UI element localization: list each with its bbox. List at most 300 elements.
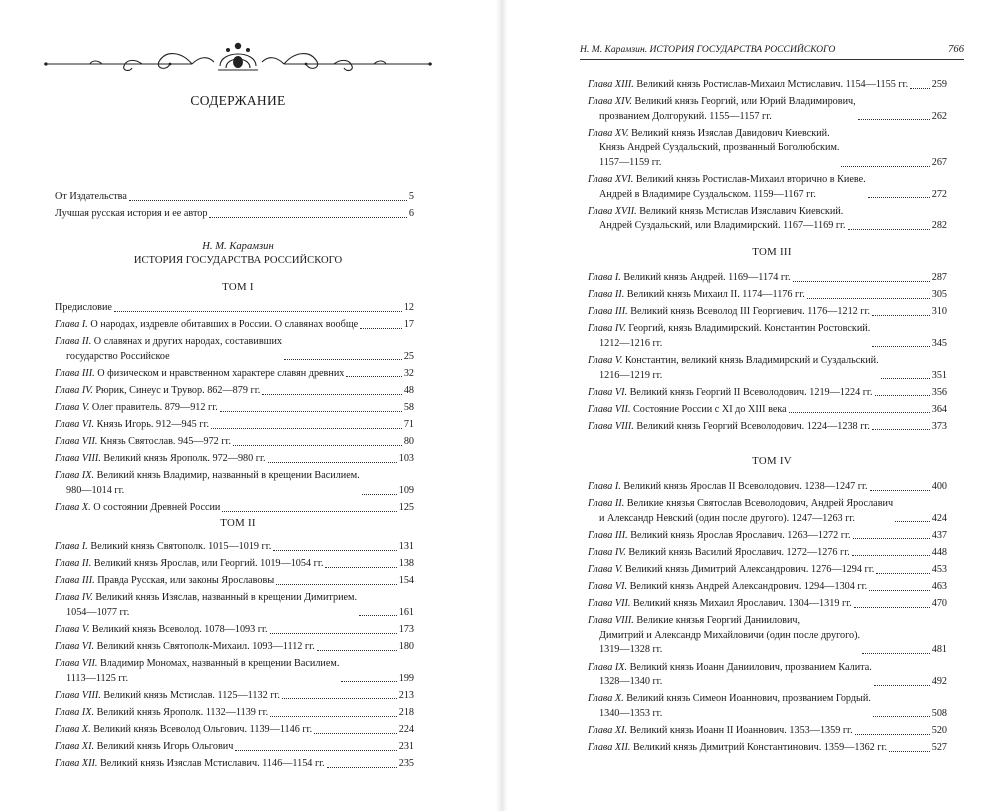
tom2-title: ТОМ II [220, 517, 256, 529]
chapter-label: Глава V. [55, 623, 90, 635]
dot-leader [854, 607, 930, 608]
dot-leader [872, 346, 929, 347]
chapter-title-line: Великий князь Всеволод III Георгиевич. 1176—1212 гг. [630, 306, 871, 318]
dot-leader [284, 359, 402, 360]
dot-leader [807, 298, 930, 299]
chapter-title-line: 1216—1219 гг. [599, 369, 663, 381]
entry-text [588, 322, 870, 351]
toc-entry [588, 403, 947, 418]
entry-text [588, 741, 887, 756]
page-ref: 199 [398, 672, 414, 684]
toc-entry [588, 271, 947, 286]
chapter-title-line: О славянах и других народах, составивших [93, 336, 283, 348]
toc-entry [55, 384, 414, 399]
chapter-label: Глава VII. [588, 403, 631, 415]
chapter-label: Глава IX. [55, 470, 95, 482]
toc-entry [588, 580, 947, 595]
page-ref: 17 [403, 319, 414, 331]
chapter-title-line: Андрей в Владимире Суздальском. 1159—1167 гг. [599, 188, 816, 200]
chapter-title-line: Великий князь Иоанн II Иоаннович. 1353—1359 гг. [629, 724, 853, 736]
chapter-label: Глава II. [588, 289, 625, 301]
entry-title: От Издательства [55, 191, 127, 202]
chapter-title-line: Великий князь Изяслав Давидович Киевский. [631, 127, 830, 139]
dot-leader [359, 615, 397, 616]
entry-text [55, 401, 218, 416]
dot-leader [220, 411, 402, 412]
chapter-title-line: Великий князь Ярослав, или Георгий. 1019—1054 гг. [93, 558, 324, 570]
entry-text [588, 597, 852, 612]
entry-text [55, 689, 280, 704]
page-ref: 131 [398, 541, 414, 552]
dot-leader [360, 328, 402, 329]
page-ref: 463 [931, 581, 947, 593]
chapter-title-line: Андрей Суздальский, или Владимирский. 1167—1169 гг. [599, 220, 846, 232]
chapter-label: Глава II. [55, 336, 92, 348]
entry-text [588, 305, 870, 320]
dot-leader [327, 767, 397, 768]
toc-entry [55, 657, 414, 686]
entry-text [55, 706, 268, 721]
entry-text [55, 740, 233, 755]
entry-text [55, 452, 266, 467]
page-ref: 161 [398, 606, 414, 618]
page-number: 766 [948, 44, 964, 55]
page-ref: 231 [398, 741, 414, 753]
chapter-title-line: государство Российское [66, 350, 170, 362]
chapter-title-line: О народах, издревле обитавших в России. О славянах вообще [90, 319, 359, 331]
dot-leader [222, 511, 396, 512]
entry-text [588, 403, 787, 418]
chapter-label: Глава VI. [588, 581, 628, 593]
entry-text [55, 318, 358, 333]
chapter-label: Глава VI. [55, 641, 95, 653]
page-ref: 437 [931, 529, 947, 541]
chapter-label: Глава XV. [588, 127, 629, 139]
toc-entry [588, 724, 947, 739]
chapter-title-line: 1157—1159 гг. [599, 156, 662, 168]
page-ref: 48 [403, 384, 414, 396]
tom2-continued-list [588, 78, 947, 234]
entry-text [55, 640, 315, 655]
toc-entry [588, 322, 947, 351]
chapter-title-line: прозванием Долгорукий. 1155—1157 гг. [599, 110, 772, 122]
page-ref: 492 [931, 676, 947, 688]
toc-entry [588, 173, 947, 202]
chapter-title-line: Константин, великий князь Владимирский и Суздальский. [624, 354, 879, 366]
page-ref: 213 [398, 689, 414, 701]
entry-text [588, 420, 870, 435]
chapter-label: Глава VIII. [55, 689, 101, 701]
page-ref: 71 [403, 419, 414, 431]
chapter-label: Глава V. [55, 402, 90, 414]
toc-entry [55, 367, 414, 382]
chapter-title-line: Великий князь Изяслав, названный в крещении Димитрием. [95, 592, 358, 604]
chapter-title-line: Великий князь Владимир, названный в крещении Василием. [96, 470, 360, 482]
entry-text [588, 580, 867, 595]
page-ref: 351 [931, 369, 947, 381]
chapter-title-line: Князь Игорь. 912—945 гг. [96, 419, 210, 431]
chapter-label: Глава III. [55, 367, 95, 379]
chapter-label: Глава III. [588, 529, 628, 541]
entry-text [55, 501, 220, 516]
chapter-title-line: Великий князь Димитрий Александрович. 1276—1294 гг. [624, 563, 875, 575]
chapter-title-line: Великий князь Ростислав-Михаил вторично в Киеве. [635, 174, 866, 186]
dot-leader [233, 445, 402, 446]
ornament-headpiece-icon [42, 38, 434, 78]
dot-leader [268, 462, 397, 463]
toc-entry [55, 418, 414, 433]
author-block [42, 240, 434, 268]
entry-text [588, 724, 853, 739]
toc-entry [588, 529, 947, 544]
chapter-label: Глава II. [588, 498, 625, 510]
chapter-title-line: Князь Святослав. 945—972 гг. [100, 436, 232, 448]
dot-leader [862, 653, 930, 654]
chapter-title-line: Рюрик, Синеус и Трувор. 862—879 гг. [95, 384, 261, 396]
entry-text [55, 207, 207, 222]
entry-text [588, 563, 874, 578]
toc-entry [55, 301, 414, 316]
chapter-title-line: Состояние России с XI до XIII века [633, 403, 787, 415]
toc-entry [55, 591, 414, 620]
dot-leader [276, 584, 397, 585]
chapter-label: Глава IX. [55, 706, 95, 718]
dot-leader [317, 650, 397, 651]
chapter-label: Глава XI. [55, 741, 95, 753]
chapter-label: Глава V. [588, 563, 623, 575]
tom4-list [588, 480, 947, 756]
chapter-title-line: 1319—1328 гг. [599, 644, 663, 656]
toc-entry [55, 469, 414, 498]
page-ref: 138 [398, 558, 414, 570]
dot-leader [362, 494, 397, 495]
chapter-title-line: Великий князь Андрей Александрович. 1294—1304 гг. [629, 581, 868, 593]
entry-text [588, 497, 893, 526]
dot-leader [869, 590, 930, 591]
page-ref: 287 [931, 272, 947, 283]
page-ref: 32 [403, 367, 414, 379]
chapter-title-line: Великий князь Андрей. 1169—1174 гг. [623, 272, 791, 283]
toc-entry [588, 692, 947, 721]
front-matter-list [55, 190, 414, 222]
chapter-label: Глава VII. [55, 436, 98, 448]
chapter-title-line: Великий князь Георгий Всеволодович. 1224—1238 гг. [636, 420, 870, 432]
page-ref: 272 [931, 188, 947, 200]
chapter-title-line: Великий князь Михаил Ярославич. 1304—1319 гг. [633, 598, 852, 610]
entry-text [55, 418, 209, 433]
chapter-title-line: Олег правитель. 879—912 гг. [91, 402, 218, 414]
chapter-title-line: О физическом и нравственном характере славян древних [97, 367, 345, 379]
chapter-label: Глава VII. [588, 598, 631, 610]
entry-text [55, 557, 323, 572]
dot-leader [868, 197, 930, 198]
entry-text [55, 757, 325, 772]
dot-leader [209, 217, 406, 218]
page-ref: 12 [403, 302, 414, 313]
entry-text [588, 614, 860, 658]
dot-leader [872, 315, 930, 316]
entry-text [588, 288, 805, 303]
page-ref: 364 [931, 403, 947, 415]
dot-leader [282, 698, 397, 699]
page-ref: 125 [398, 502, 414, 514]
page-ref: 400 [931, 481, 947, 492]
toc-entry [588, 497, 947, 526]
chapter-title-line: Димитрий и Александр Михайловичи (один после другого). [599, 629, 861, 641]
chapter-title-line: Великий князь Ярополк. 1132—1139 гг. [96, 706, 269, 718]
dot-leader [841, 166, 929, 167]
toc-entry [588, 305, 947, 320]
chapter-title-line: Князь Андрей Суздальский, прозванный Боголюбским. [599, 142, 840, 154]
chapter-label: Глава VIII. [588, 420, 634, 432]
chapter-label: Глава I. [55, 319, 88, 331]
entry-text [55, 384, 260, 399]
chapter-title-line: Великий князь Святополк. 1015—1019 гг. [90, 541, 272, 552]
chapter-label: Глава IV. [55, 592, 93, 604]
toc-entry [588, 354, 947, 383]
dot-leader [848, 229, 930, 230]
page-ref: 218 [398, 706, 414, 718]
dot-leader [855, 734, 930, 735]
page-ref: 424 [931, 512, 947, 524]
work-title: ИСТОРИЯ ГОСУДАРСТВА РОССИЙСКОГО [133, 255, 343, 266]
toc-entry [588, 661, 947, 690]
page-ref: 310 [931, 306, 947, 318]
entry-text [55, 190, 127, 205]
dot-leader [793, 281, 930, 282]
page-ref: 6 [408, 208, 414, 220]
dot-leader [870, 490, 930, 491]
toc-entry [588, 288, 947, 303]
page-ref: 235 [398, 758, 414, 770]
chapter-label: Глава XVII. [588, 205, 637, 217]
toc-entry [55, 190, 414, 205]
chapter-title-line: Великий князь Мстислав. 1125—1132 гг. [103, 689, 280, 701]
toc-entry [588, 78, 947, 93]
tom3-list [588, 271, 947, 434]
tom4-title: ТОМ IV [752, 455, 792, 467]
dot-leader [853, 538, 930, 539]
chapter-label: Глава VIII. [588, 615, 634, 627]
page-ref: 80 [403, 436, 414, 448]
chapter-title-line: 1328—1340 гг. [599, 676, 663, 688]
entry-text [55, 335, 282, 364]
chapter-title-line: Великий князь Василий Ярославич. 1272—1276 гг. [628, 546, 850, 558]
dot-leader [852, 555, 930, 556]
chapter-label: Глава VIII. [55, 453, 101, 465]
toc-entry [55, 757, 414, 772]
running-head-title: Н. М. Карамзин. ИСТОРИЯ ГОСУДАРСТВА РОССИЙСКОГО [580, 44, 836, 55]
entry-text [588, 205, 846, 234]
page-ref: 345 [931, 337, 947, 349]
dot-leader [895, 521, 930, 522]
page-ref: 508 [931, 707, 947, 719]
toc-entry [55, 435, 414, 450]
chapter-label: Глава I. [588, 481, 621, 492]
dot-leader [881, 378, 930, 379]
entry-title: Лучшая русская история и ее автор [55, 208, 208, 220]
chapter-label: Глава V. [588, 354, 623, 366]
page-ref: 259 [931, 79, 947, 90]
entry-text [55, 435, 231, 450]
chapter-label: Глава III. [588, 306, 628, 318]
dot-leader [211, 428, 402, 429]
toc-entry [55, 318, 414, 333]
chapter-title-line: Великий князь Ярополк. 972—980 гг. [103, 453, 266, 465]
chapter-label: Глава IV. [588, 546, 626, 558]
entry-text [588, 546, 850, 561]
entry-text [55, 591, 357, 620]
dot-leader [262, 394, 402, 395]
toc-entry [588, 563, 947, 578]
entry-text [55, 367, 344, 382]
tom3-title: ТОМ III [752, 246, 792, 258]
running-head [580, 44, 964, 60]
dot-leader [875, 395, 930, 396]
toc-entry [588, 614, 947, 658]
chapter-label: Глава XI. [588, 724, 628, 736]
dot-leader [325, 567, 396, 568]
chapter-title-line: Великий князь Всеволод Ольгович. 1139—1146 гг. [93, 724, 313, 736]
page-ref: 356 [931, 386, 947, 398]
entry-text [588, 173, 866, 202]
entry-text [55, 301, 112, 316]
chapter-label: Глава XVI. [588, 174, 634, 186]
tom1-list [55, 301, 414, 516]
page-ref: 224 [398, 724, 414, 736]
entry-text [588, 127, 839, 171]
page-ref: 520 [931, 724, 947, 736]
page-ref: 180 [398, 641, 414, 653]
dot-leader [874, 685, 930, 686]
page-ref: 481 [931, 644, 947, 656]
dot-leader [273, 550, 396, 551]
chapter-title-line: Великий князь Всеволод. 1078—1093 гг. [91, 623, 268, 635]
chapter-title-line: Великий князь Ярослав Ярославич. 1263—1272 гг. [630, 529, 851, 541]
toc-entry [55, 557, 414, 572]
chapter-title-line: и Александр Невский (один после другого). 1247—1263 гг. [599, 512, 855, 524]
chapter-title-line: Великий князь Георгий II Всеволодович. 1219—1224 гг. [629, 386, 873, 398]
toc-entry [55, 335, 414, 364]
dot-leader [235, 750, 396, 751]
chapter-title-line: Великий князь Игорь Ольгович [96, 741, 234, 753]
chapter-label: Глава II. [55, 558, 92, 570]
entry-text [588, 661, 872, 690]
toc-entry [588, 127, 947, 171]
toc-title: СОДЕРЖАНИЕ [190, 93, 286, 108]
toc-entry [588, 741, 947, 756]
page-ref: 154 [398, 575, 414, 587]
chapter-title-line: 1054—1077 гг. [66, 606, 130, 618]
toc-entry [55, 623, 414, 638]
tom1-title: ТОМ I [222, 281, 254, 293]
chapter-title-line: 980—1014 гг. [66, 485, 125, 497]
page-ref: 267 [931, 156, 947, 168]
chapter-label: Глава IV. [588, 323, 626, 335]
toc-entry [588, 480, 947, 495]
chapter-title-line: 1212—1216 гг. [599, 337, 663, 349]
dot-leader [270, 633, 397, 634]
chapter-title-line: Великий князь Иоанн Даниилович, прозванием Калита. [629, 661, 872, 673]
chapter-title-line: Великие князья Святослав Всеволодович, Андрей Ярославич [626, 498, 894, 510]
page-ref: 109 [398, 485, 414, 497]
page-ref: 282 [931, 220, 947, 232]
chapter-title-line: Предисловие [55, 302, 112, 313]
toc-entry [55, 574, 414, 589]
chapter-label: Глава I. [588, 272, 621, 283]
toc-entry [55, 706, 414, 721]
chapter-label: Глава X. [588, 693, 624, 705]
chapter-title-line: Великий князь Михаил II. 1174—1176 гг. [626, 289, 805, 301]
chapter-label: Глава XII. [588, 742, 631, 753]
entry-text [588, 271, 791, 286]
page-ref: 448 [931, 546, 947, 558]
page-ref: 103 [398, 453, 414, 465]
chapter-title-line: Великие князья Георгий Даниилович, [636, 615, 801, 627]
page-ref: 527 [931, 742, 947, 753]
toc-entry [55, 540, 414, 555]
entry-text [588, 386, 873, 401]
toc-entry [55, 452, 414, 467]
chapter-title-line: Великий князь Мстислав Изяславич Киевский. [639, 205, 844, 217]
chapter-title-line: Великий князь Ярослав II Всеволодович. 1238—1247 гг. [623, 481, 868, 492]
toc-entry [55, 501, 414, 516]
chapter-title-line: Великий князь Святополк-Михаил. 1093—1112 гг. [96, 641, 315, 653]
page-ref: 262 [931, 110, 947, 122]
chapter-label: Глава XIV. [588, 96, 632, 108]
left-page [0, 0, 500, 811]
toc-entry [588, 386, 947, 401]
page-ref: 470 [931, 598, 947, 610]
toc-entry [588, 420, 947, 435]
dot-leader [346, 376, 401, 377]
chapter-label: Глава VI. [55, 419, 95, 431]
page-ref: 173 [398, 623, 414, 635]
chapter-title-line: 1340—1353 гг. [599, 707, 663, 719]
toc-entry [55, 640, 414, 655]
chapter-label: Глава XII. [55, 758, 98, 770]
author-name: Н. М. Карамзин [202, 241, 274, 252]
dot-leader [789, 412, 930, 413]
toc-entry [588, 597, 947, 612]
entry-text [588, 78, 908, 93]
entry-text [588, 692, 871, 721]
chapter-label: Глава VI. [588, 386, 628, 398]
chapter-label: Глава X. [55, 502, 91, 514]
chapter-title-line: О состоянии Древней России [93, 502, 221, 514]
dot-leader [129, 200, 407, 201]
page-ref: 5 [408, 191, 414, 202]
entry-text [55, 623, 268, 638]
chapter-label: Глава III. [55, 575, 95, 587]
chapter-title-line: Правда Русская, или законы Ярославовы [97, 575, 275, 587]
chapter-label: Глава XIII. [588, 79, 634, 90]
chapter-title-line: Великий князь Симеон Иоаннович, прозванием Гордый. [626, 693, 871, 705]
chapter-label: Глава IX. [588, 661, 628, 673]
dot-leader [889, 751, 930, 752]
page-ref: 25 [403, 350, 414, 362]
entry-text [55, 657, 339, 686]
entry-text [588, 529, 851, 544]
chapter-label: Глава VII. [55, 658, 98, 670]
chapter-title-line: Великий князь Димитрий Константинович. 1359—1362 гг. [633, 742, 888, 753]
entry-text [55, 574, 274, 589]
entry-text [55, 540, 271, 555]
entry-text [588, 480, 868, 495]
dot-leader [872, 429, 930, 430]
toc-entry [55, 401, 414, 416]
chapter-label: Глава IV. [55, 384, 93, 396]
